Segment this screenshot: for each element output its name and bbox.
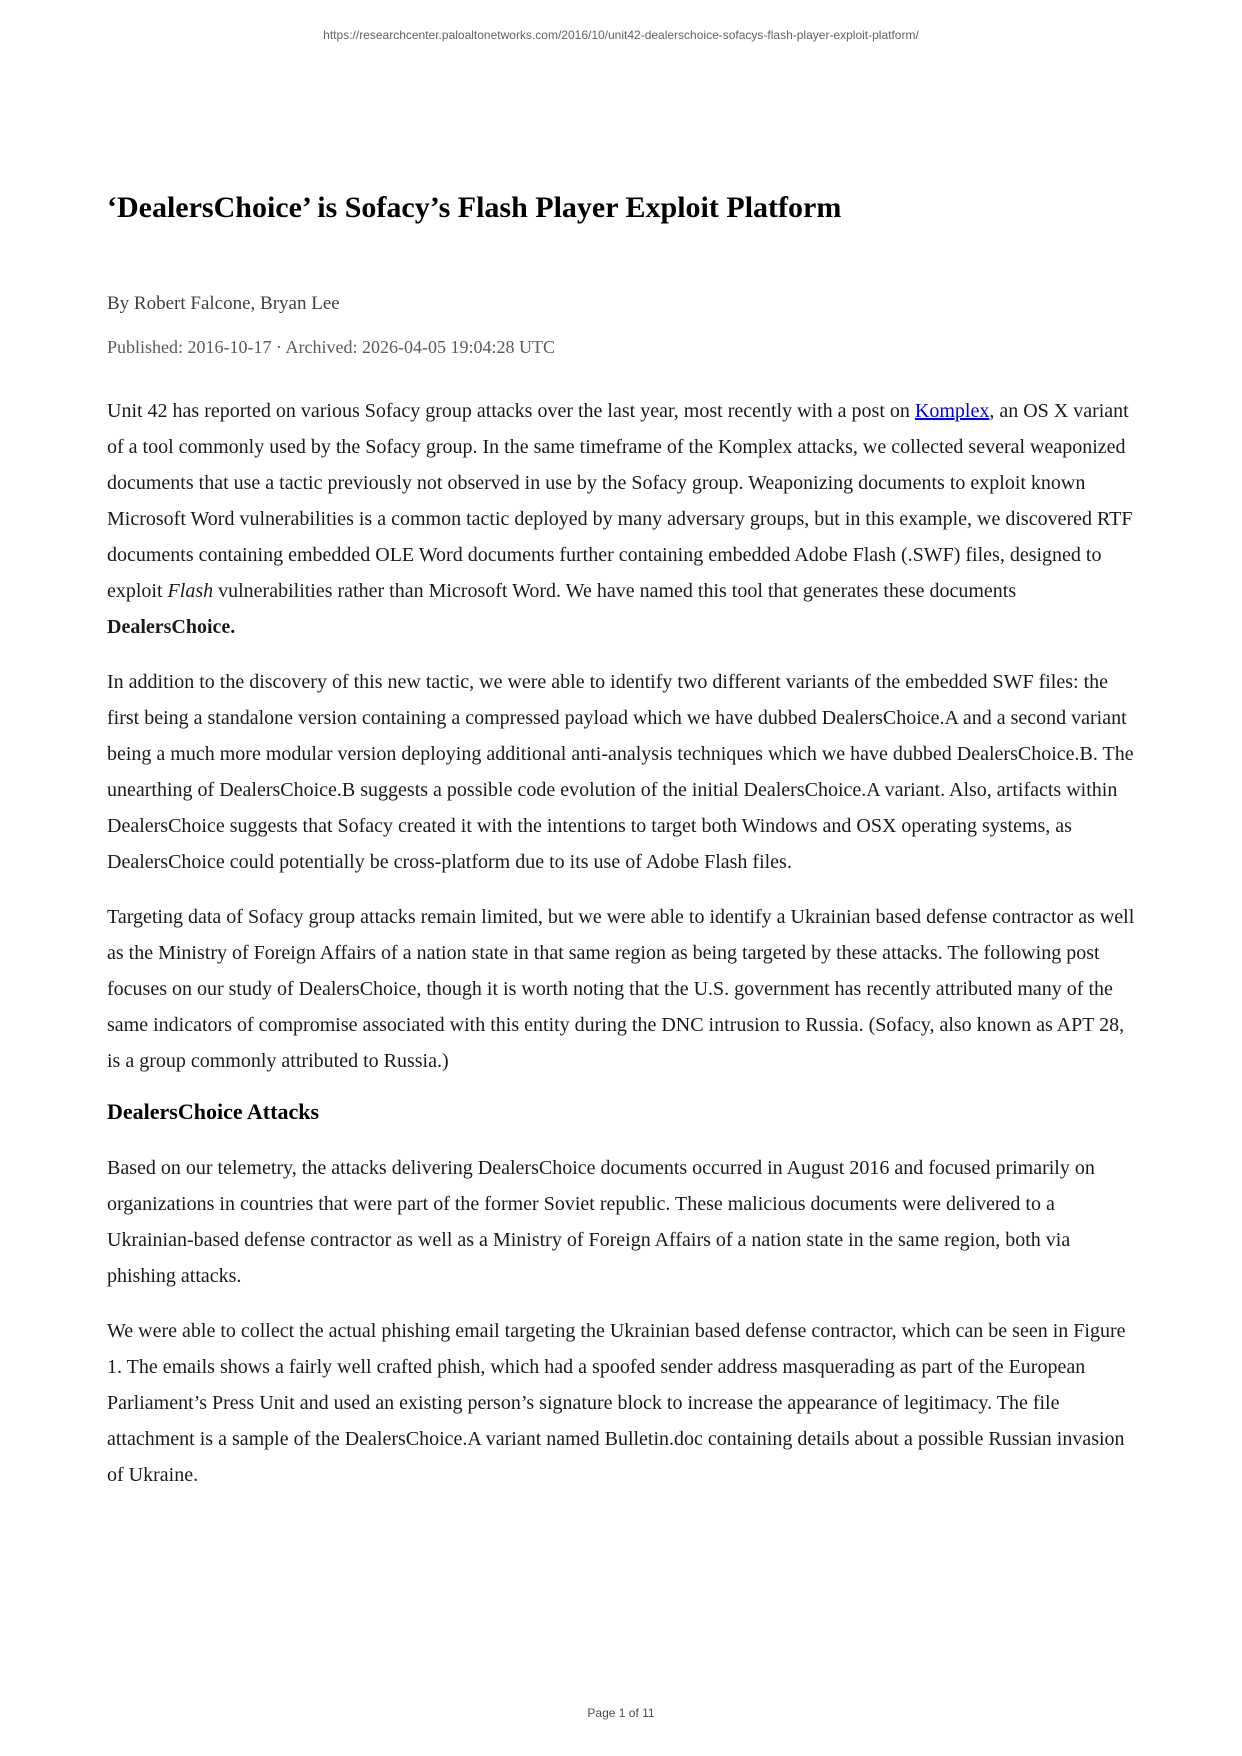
- bold-text: DealersChoice.: [107, 616, 236, 638]
- paragraph: [107, 664, 1135, 880]
- text-run: vulnerabilities rather than Microsoft Word. We have named this tool that generates these documents: [213, 580, 1017, 602]
- paragraph: [107, 393, 1135, 645]
- text-run: Unit 42 has reported on various Sofacy group attacks over the last year, most recently with a post on: [107, 400, 915, 422]
- article: [107, 0, 1135, 1512]
- article-body: [107, 393, 1135, 1493]
- print-footer: [0, 1706, 1242, 1720]
- paragraph: [107, 1313, 1135, 1493]
- section-heading: DealersChoice Attacks: [107, 1099, 320, 1124]
- text-run: Targeting data of Sofacy group attacks remain limited, but we were able to identify a Ukrainian based defense contractor as well as the Ministry of Foreign Affairs of a nation state in that same region as being targeted by these attacks. The following post focuses on our study of DealersChoice, though it is worth noting that the U.S. government has recently attributed many of the same indicators of compromise associated with this entity during the DNC intrusion to Russia. (Sofacy, also known as APT 28, is a group commonly attributed to Russia.): [107, 906, 1135, 1072]
- komplex-link[interactable]: Komplex: [914, 400, 990, 422]
- page-url: https://researchcenter.paloaltonetworks.com/2016/10/unit42-dealerschoice-sofacys-flash-player-exploit-platform/: [323, 28, 919, 42]
- italic-text: Flash: [167, 580, 214, 602]
- page-number: Page 1 of 11: [587, 1706, 655, 1720]
- paragraph: [107, 1150, 1135, 1294]
- article-meta-line: Published: 2016-10-17 · Archived: 2026-04-05 19:04:28 UTC: [107, 337, 555, 357]
- text-run: Based on our telemetry, the attacks delivering DealersChoice documents occurred in August 2016 and focused primarily on organizations in countries that were part of the former Soviet republic. These malicious documents were delivered to a Ukrainian-based defense contractor as well as a Ministry of Foreign Affairs of a nation state in the same region, both via phishing attacks.: [107, 1157, 1095, 1287]
- article-byline: By Robert Falcone, Bryan Lee: [107, 293, 340, 314]
- text-run: We were able to collect the actual phishing email targeting the Ukrainian based defense contractor, which can be seen in Figure 1. The emails shows a fairly well crafted phish, which had a spoofed sender address masquerading as part of the European Parliament’s Press Unit and used an existing person’s signature block to increase the appearance of legitimacy. The file attachment is a sample of the DealersChoice.A variant named Bulletin.doc containing details about a possible Russian invasion of Ukraine.: [107, 1320, 1126, 1486]
- text-run: , an OS X variant of a tool commonly used by the Sofacy group. In the same timeframe of the Komplex attacks, we collected several weaponized documents that use a tactic previously not observed in use by the Sofacy group. Weaponizing documents to exploit known Microsoft Word vulnerabilities is a common tactic deployed by many adversary groups, but in this example, we discovered RTF documents containing embedded OLE Word documents further containing embedded Adobe Flash (.SWF) files, designed to exploit: [107, 400, 1133, 602]
- text-run: In addition to the discovery of this new tactic, we were able to identify two different variants of the embedded SWF files: the first being a standalone version containing a compressed payload which we have dubbed DealersChoice.A and a second variant being a much more modular version deploying additional anti-analysis techniques which we have dubbed DealersChoice.B. The unearthing of DealersChoice.B suggests a possible code evolution of the initial DealersChoice.A variant. Also, artifacts within DealersChoice suggests that Sofacy created it with the intentions to target both Windows and OSX operating systems, as DealersChoice could potentially be cross-platform due to its use of Adobe Flash files.: [107, 671, 1134, 873]
- paragraph: [107, 899, 1135, 1079]
- page-title: ‘DealersChoice’ is Sofacy’s Flash Player Exploit Platform: [107, 191, 842, 224]
